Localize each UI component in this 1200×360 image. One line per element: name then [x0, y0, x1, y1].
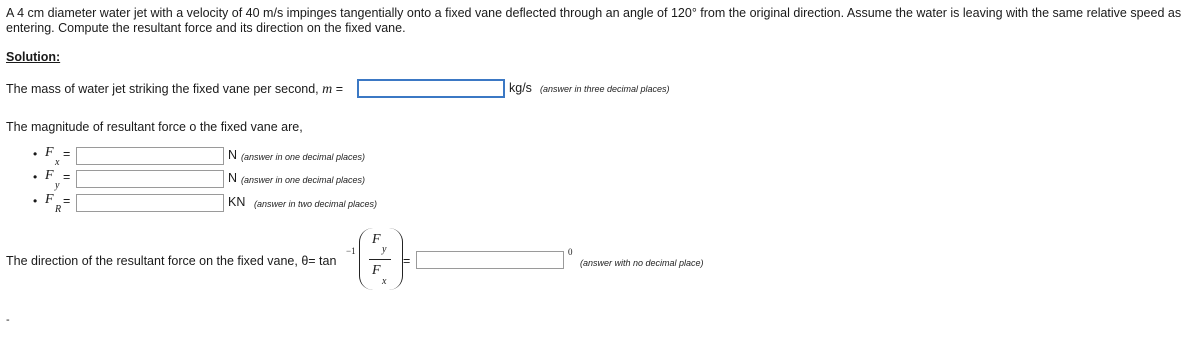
fr-equals: =	[63, 194, 71, 208]
degree-symbol: 0	[568, 247, 573, 257]
direction-equals: =	[403, 254, 411, 268]
fx-unit: N	[228, 148, 238, 162]
fraction-numerator-symbol: F	[372, 232, 381, 247]
fr-bullet: •	[33, 194, 38, 208]
solution-heading: Solution:	[6, 50, 61, 64]
fx-subscript: x	[55, 157, 60, 168]
mass-label-text: The mass of water jet striking the fixed vane per second,	[6, 82, 319, 96]
direction-answer-input[interactable]	[416, 251, 564, 269]
fraction-denominator-symbol: F	[372, 263, 381, 278]
fraction-denominator-subscript: x	[382, 276, 387, 287]
fr-answer-input[interactable]	[76, 194, 224, 212]
mass-label	[6, 82, 343, 98]
fy-hint: (answer in one decimal places)	[241, 175, 366, 185]
mass-hint: (answer in three decimal places)	[540, 84, 670, 94]
fraction-numerator-subscript: y	[382, 244, 387, 255]
fy-equals: =	[63, 170, 71, 184]
fr-subscript: R	[55, 204, 62, 215]
fy-subscript: y	[55, 180, 60, 191]
fx-answer-input[interactable]	[76, 147, 224, 165]
fr-hint: (answer in two decimal places)	[254, 199, 378, 209]
mass-unit: kg/s	[509, 81, 532, 95]
fy-symbol: F	[45, 168, 54, 183]
mass-answer-input[interactable]	[357, 79, 505, 98]
fr-unit: KN	[228, 195, 246, 209]
fx-equals: =	[63, 147, 71, 161]
fy-bullet: •	[33, 170, 38, 184]
right-parenthesis	[388, 228, 403, 290]
fy-answer-input[interactable]	[76, 170, 224, 188]
fr-symbol: F	[45, 192, 54, 207]
fx-bullet: •	[33, 147, 38, 161]
direction-hint: (answer with no decimal place)	[580, 258, 704, 268]
magnitude-heading: The magnitude of resultant force o the fixed vane are,	[6, 120, 303, 134]
fy-unit: N	[228, 171, 238, 185]
direction-label: The direction of the resultant force on the fixed vane, θ= tan	[6, 254, 337, 268]
mass-equals: =	[335, 82, 344, 96]
mass-symbol: m	[322, 82, 333, 97]
fx-hint: (answer in one decimal places)	[241, 152, 366, 162]
tan-exponent: −1	[346, 246, 356, 256]
footer-mark: -	[6, 314, 10, 326]
fx-symbol: F	[45, 145, 54, 160]
problem-statement: A 4 cm diameter water jet with a velocity of 40 m/s impinges tangentially onto a fixed vane deflected through an angle of 120° from the original direction. Assume the water is leaving with the same relative speed as entering. Compute the resultant force and its direction on the fixed vane.	[6, 6, 1182, 35]
